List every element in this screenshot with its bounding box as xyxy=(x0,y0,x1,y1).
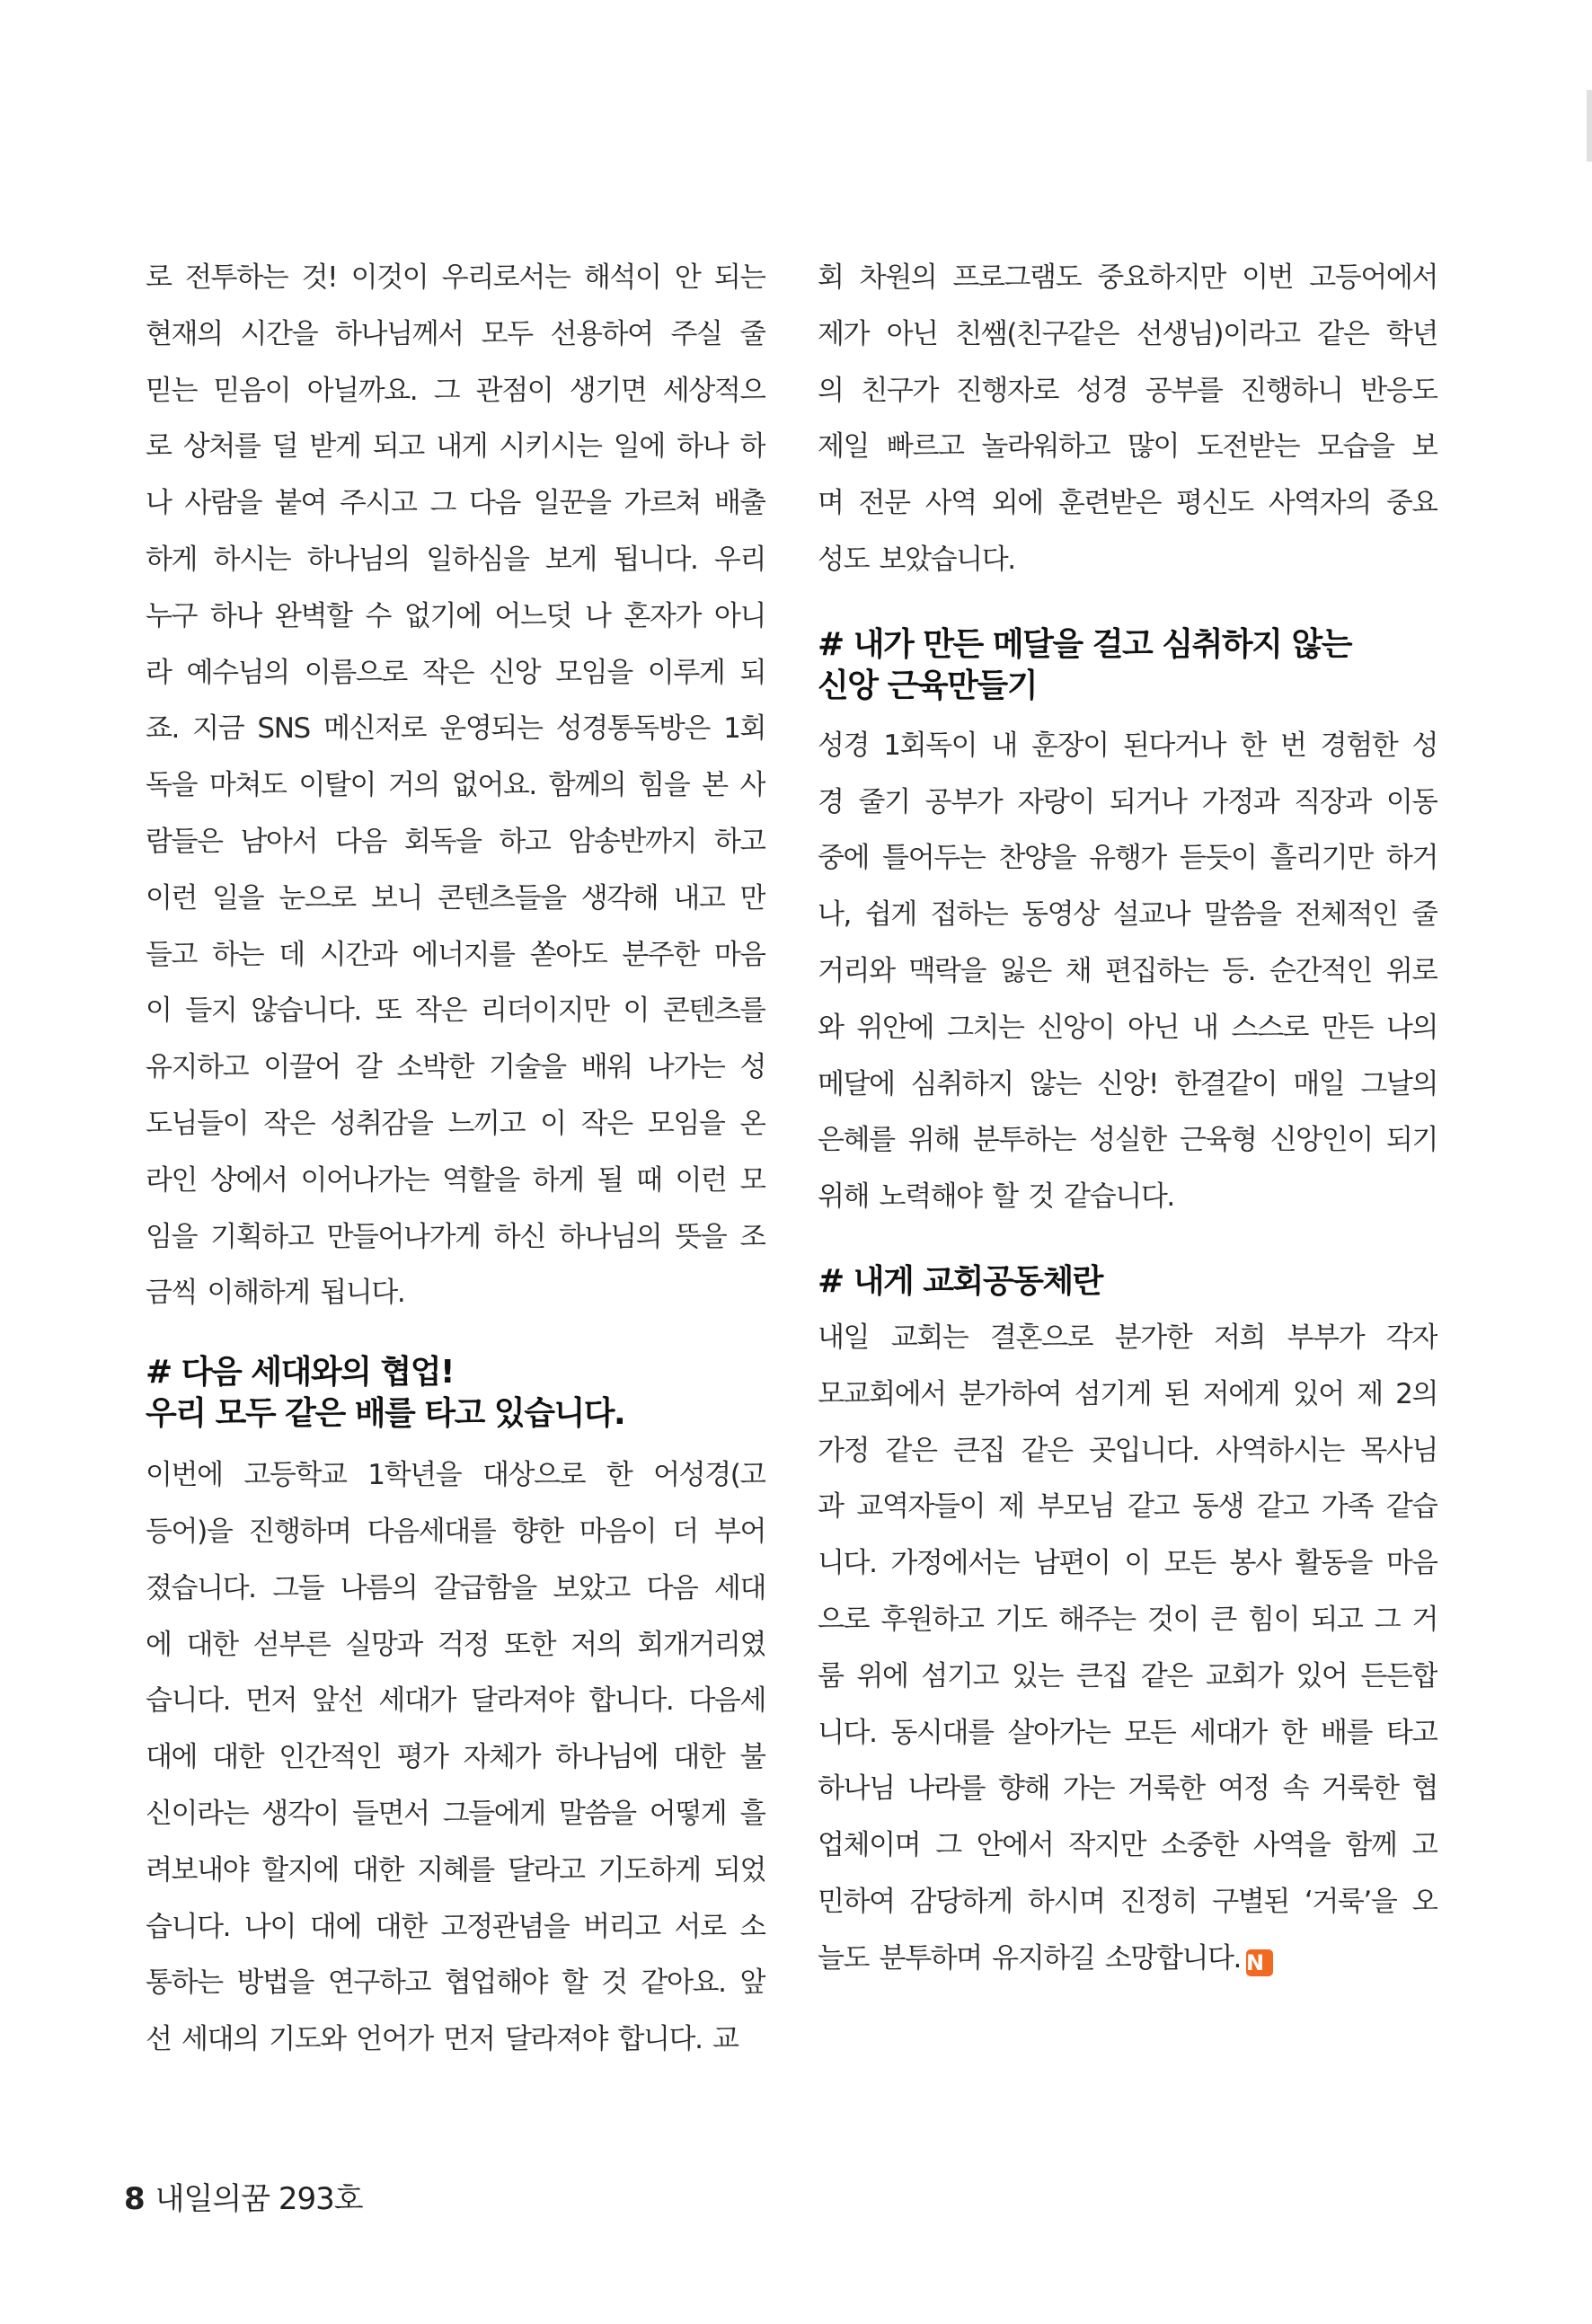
text-line: 모교회에서 분가하여 섬기게 된 저에게 있어 제 2의 xyxy=(818,1377,1437,1410)
text-line: 람들은 남아서 다음 회독을 하고 암송반까지 하고 xyxy=(146,825,765,858)
section-heading-church-community xyxy=(818,1261,1437,1303)
text-line: 성도 보았습니다. xyxy=(818,543,1015,576)
text-line: 독을 마쳐도 이탈이 거의 없어요. 함께의 힘을 본 사 xyxy=(146,769,765,802)
text-line: 대에 대한 인간적인 평가 자체가 하나님에 대한 불 xyxy=(146,1741,765,1774)
text-line: 등어)을 진행하며 다음세대를 향한 마음이 더 부어 xyxy=(146,1515,765,1548)
text-line: 에 대한 섣부른 실망과 걱정 또한 저의 회개거리였 xyxy=(146,1628,765,1661)
left-column xyxy=(146,250,765,2068)
text-line: 내일 교회는 결혼으로 분가한 저희 부부가 각자 xyxy=(818,1321,1437,1354)
text-line: 중에 틀어두는 찬양을 유행가 듣듯이 흘리기만 하거 xyxy=(818,842,1437,875)
text-line: 도님들이 작은 성취감을 느끼고 이 작은 모임을 온 xyxy=(146,1107,765,1140)
right-paragraph-3 xyxy=(818,1310,1437,1987)
heading-line: # 내가 만든 메달을 걸고 심취하지 않는 xyxy=(818,625,1352,663)
text-line: 민하여 감당하게 하시며 진정히 구별된 ‘거룩’을 오 xyxy=(818,1885,1437,1918)
text-line: 로 상처를 덜 받게 되고 내게 시키시는 일에 하나 하 xyxy=(146,430,765,464)
text-line: 려보내야 할지에 대한 지혜를 달라고 기도하게 되었 xyxy=(146,1853,765,1887)
text-line: 이런 일을 눈으로 보니 콘텐츠들을 생각해 내고 만 xyxy=(146,881,765,915)
text-line: 로 전투하는 것! 이것이 우리로서는 해석이 안 되는 xyxy=(146,261,765,294)
end-mark-logo-icon: N xyxy=(1246,1949,1273,1976)
right-paragraph-1 xyxy=(818,250,1437,588)
text-line: 믿는 믿음이 아닐까요. 그 관점이 생기면 세상적으 xyxy=(146,374,765,407)
text-line: 죠. 지금 SNS 메신저로 운영되는 성경통독방은 1회 xyxy=(146,712,765,746)
right-column xyxy=(818,250,1437,1987)
text-line: 회 차원의 프로그램도 중요하지만 이번 고등어에서 xyxy=(818,261,1437,294)
text-line: 들고 하는 데 시간과 에너지를 쏟아도 분주한 마음 xyxy=(146,938,765,971)
text-line: 하나님 나라를 향해 가는 거룩한 여정 속 거룩한 협 xyxy=(818,1772,1437,1806)
text-line: 경 줄기 공부가 자랑이 되거나 가정과 직장과 이동 xyxy=(818,785,1437,818)
heading-line: 신앙 근육만들기 xyxy=(818,667,1037,704)
text-line: 으로 후원하고 기도 해주는 것이 큰 힘이 되고 그 거 xyxy=(818,1603,1437,1636)
text-line: 통하는 방법을 연구하고 협업해야 할 것 같아요. 앞 xyxy=(146,1966,765,2000)
text-line: 제가 아닌 친쌤(친구같은 선생님)이라고 같은 학년 xyxy=(818,317,1437,350)
text-line: 니다. 가정에서는 남편이 이 모든 봉사 활동을 마음 xyxy=(818,1547,1437,1580)
right-paragraph-2 xyxy=(818,718,1437,1225)
text-line: 룸 위에 섬기고 있는 큰집 같은 교회가 있어 든든합 xyxy=(818,1659,1437,1692)
text-line: 제일 빠르고 놀라워하고 많이 도전받는 모습을 보 xyxy=(818,430,1437,464)
text-line: 라인 상에서 이어나가는 역할을 하게 될 때 이런 모 xyxy=(146,1163,765,1197)
text-line: 의 친구가 진행자로 성경 공부를 진행하니 반응도 xyxy=(818,374,1437,407)
text-line: 유지하고 이끌어 갈 소박한 기술을 배워 나가는 성 xyxy=(146,1051,765,1084)
text-line: 이번에 고등학교 1학년을 대상으로 한 어성경(고 xyxy=(146,1459,765,1492)
text-line: 습니다. 먼저 앞선 세대가 달라져야 합니다. 다음세 xyxy=(146,1684,765,1718)
text-line: 졌습니다. 그들 나름의 갈급함을 보았고 다음 세대 xyxy=(146,1571,765,1604)
heading-line: 우리 모두 같은 배를 타고 있습니다. xyxy=(146,1395,625,1433)
heading-line: # 내게 교회공동체란 xyxy=(818,1262,1102,1300)
text-line: 업체이며 그 안에서 작지만 소중한 사역을 함께 고 xyxy=(818,1829,1437,1862)
text-line: 은혜를 위해 분투하는 성실한 근육형 신앙인이 되기 xyxy=(818,1124,1437,1157)
section-heading-collaboration xyxy=(146,1352,765,1435)
text-line: 나, 쉽게 접하는 동영상 설교나 말씀을 전체적인 줄 xyxy=(818,898,1437,932)
text-line: 가정 같은 큰집 같은 곳입니다. 사역하시는 목사님 xyxy=(818,1434,1437,1467)
publication-title: 내일의꿈 293호 xyxy=(155,2181,363,2217)
text-line: 현재의 시간을 하나님께서 모두 선용하여 주실 줄 xyxy=(146,317,765,350)
text-line: 늘도 분투하며 유지하길 소망합니다. N xyxy=(818,1931,1437,1987)
text-line: 누구 하나 완벽할 수 없기에 어느덧 나 혼자가 아니 xyxy=(146,599,765,632)
text-line: 이 들지 않습니다. 또 작은 리더이지만 이 콘텐츠를 xyxy=(146,994,765,1028)
text-line: 하게 하시는 하나님의 일하심을 보게 됩니다. 우리 xyxy=(146,543,765,576)
text-line: 금씩 이해하게 됩니다. xyxy=(146,1277,405,1310)
text-line: 선 세대의 기도와 언어가 먼저 달라져야 합니다. 교 xyxy=(146,2023,739,2056)
page-edge-tab xyxy=(1587,90,1592,162)
text-line: 임을 기획하고 만들어나가게 하신 하나님의 뜻을 조 xyxy=(146,1220,765,1253)
text-line: 신이라는 생각이 들면서 그들에게 말씀을 어떻게 흘 xyxy=(146,1797,765,1830)
heading-line: # 다음 세대와의 협업! xyxy=(146,1354,454,1392)
text-line: 나 사람을 붙여 주시고 그 다음 일꾼을 가르쳐 배출 xyxy=(146,487,765,520)
text-line: 라 예수님의 이름으로 작은 신앙 모임을 이루게 되 xyxy=(146,656,765,689)
text-line: 거리와 맥락을 잃은 채 편집하는 등. 순간적인 위로 xyxy=(818,954,1437,987)
text-line: 성경 1회독이 내 훈장이 된다거나 한 번 경험한 성 xyxy=(818,729,1437,762)
left-paragraph-1 xyxy=(146,250,765,1321)
section-heading-faith-muscle xyxy=(818,624,1437,707)
text-line: 과 교역자들이 제 부모님 같고 동생 같고 가족 같습 xyxy=(818,1490,1437,1524)
text-line: 메달에 심취하지 않는 신앙! 한결같이 매일 그날의 xyxy=(818,1067,1437,1100)
text-line: 와 위안에 그치는 신앙이 아닌 내 스스로 만든 나의 xyxy=(818,1011,1437,1044)
text-line: 니다. 동시대를 살아가는 모든 세대가 한 배를 타고 xyxy=(818,1716,1437,1749)
page-footer xyxy=(124,2174,363,2218)
text-line: 위해 노력해야 할 것 같습니다. xyxy=(818,1180,1174,1214)
page-number: 8 xyxy=(124,2181,145,2217)
left-paragraph-2 xyxy=(146,1447,765,2068)
text-line: 며 전문 사역 외에 훈련받은 평신도 사역자의 중요 xyxy=(818,487,1437,520)
text-line: 습니다. 나이 대에 대한 고정관념을 버리고 서로 소 xyxy=(146,1910,765,1943)
